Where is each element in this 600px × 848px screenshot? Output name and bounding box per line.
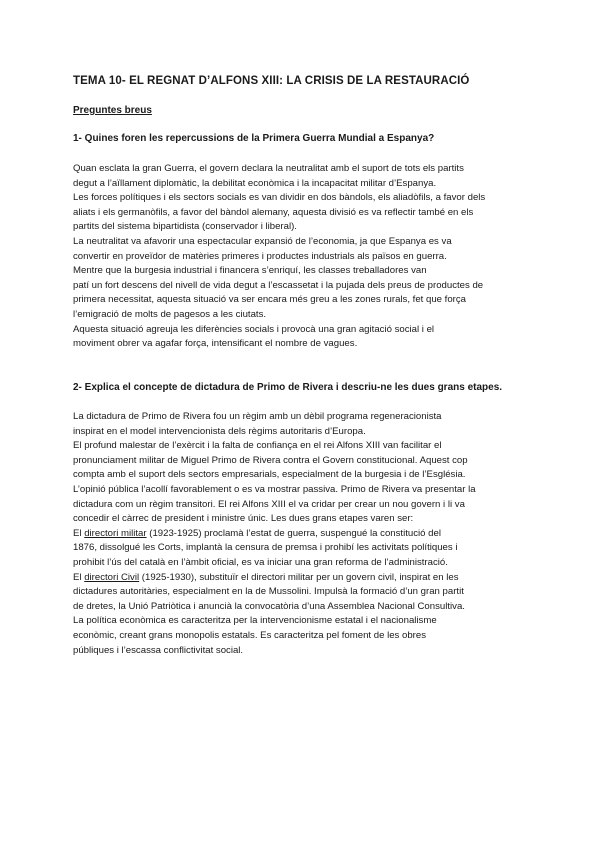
answer-line: de dretes, la Unió Patriòtica i anuncià la convocatòria d’una Assemblea Nacional Consultiva. xyxy=(73,600,465,612)
line-prefix: El xyxy=(73,571,85,583)
answer-line: degut a l’aïllament diplomàtic, la debilitat econòmica i la incapacitat militar d’Espanya. xyxy=(73,177,437,189)
line-rest: (1923-1925) proclamà l’estat de guerra, suspengué la constitució del xyxy=(146,527,441,539)
question-2-answer xyxy=(73,410,533,658)
answer-line: Quan esclata la gran Guerra, el govern declara la neutralitat amb el suport de tots els partits xyxy=(73,163,464,174)
answer-line: dictadures autoritàries, especialment en la de Mussolini. Impulsà la formació d’un gran partit xyxy=(73,586,464,598)
directori-civil-term: directori Civil xyxy=(84,571,140,583)
document-title: TEMA 10- EL REGNAT D’ALFONS XIII: LA CRISIS DE LA RESTAURACIÓ xyxy=(73,75,470,87)
question-1-answer xyxy=(73,162,533,352)
answer-line: concedir el càrrec de president i ministre únic. Les dues grans etapes varen ser: xyxy=(73,513,414,525)
answer-line: dictadura com un règim transitori. El rei Alfons XIII el va cridar per crear un nou govern i li va xyxy=(73,498,465,510)
answer-line: Les forces polítiques i els sectors socials es van dividir en dos bàndols, els aliadòfils, a favor dels xyxy=(73,192,486,204)
answer-line: partits del sistema bipartidista (conservador i liberal). xyxy=(73,221,297,233)
section-heading: Preguntes breus xyxy=(73,105,152,116)
answer-line: públiques i l’escassa conflictivitat social. xyxy=(73,644,244,656)
directori-militar-line xyxy=(73,527,533,542)
answer-line: pronunciament militar de Miguel Primo de Rivera contra el Govern constitucional. Aquest cop xyxy=(73,454,468,466)
question-1-title: 1- Quines foren les repercussions de la Primera Guerra Mundial a Espanya? xyxy=(73,133,435,144)
answer-line: El profund malestar de l’exèrcit i la falta de confiança en el rei Alfons XIII van facilitar el xyxy=(73,440,442,452)
answer-line: econòmic, creant grans monopolis estatals. Es caracteritza pel foment de les obres xyxy=(73,629,427,641)
answer-line: patí un fort descens del nivell de vida degut a l’escassetat i la pujada dels preus de productes de xyxy=(73,279,484,291)
answer-line: aliats i els germanòfils, a favor del bàndol alemany, aquesta divisió es va reflectir també en els xyxy=(73,206,474,218)
line-rest: (1925-1930), substituïr el directori militar per un govern civil, inspirat en les xyxy=(139,571,459,583)
answer-line: La neutralitat va afavorir una espectacular expansió de l’economia, ja que Espanya es va xyxy=(73,235,452,247)
answer-line: L’opinió pública l’acollí favorablement o es va mostrar passiva. Primo de Rivera va presentar la xyxy=(73,483,476,495)
answer-line: 1876, dissolgué les Corts, implantà la censura de premsa i prohibí les activitats polítiques i xyxy=(73,542,458,554)
answer-line: primera necessitat, aquesta situació va ser encara més greu a les zones rurals, fet que força xyxy=(73,294,467,306)
answer-line: l’emigració de molts de pagesos a les ciutats. xyxy=(73,308,267,320)
answer-line: prohibit l’ús del català en l’àmbit oficial, es va iniciar una gran reforma de l’administració. xyxy=(73,556,448,568)
answer-line: Mentre que la burgesia industrial i financera s’enriquí, les classes treballadores van xyxy=(73,265,427,277)
answer-line: La dictadura de Primo de Rivera fou un règim amb un dèbil programa regeneracionista xyxy=(73,411,442,422)
answer-line: moviment obrer va agafar força, intensificant el nombre de vagues. xyxy=(73,338,358,350)
line-prefix: El xyxy=(73,527,85,539)
directori-militar-term: directori militar xyxy=(84,527,147,539)
question-2-title: 2- Explica el concepte de dictadura de Primo de Rivera i descriu-ne les dues grans etapes. xyxy=(73,382,503,393)
answer-line: La política econòmica es caracteritza per la intervencionisme estatal i el nacionalisme xyxy=(73,615,437,627)
answer-line: compta amb el suport dels sectors empresarials, especialment de la burgesia i de l’Església. xyxy=(73,469,466,481)
directori-civil-line xyxy=(73,571,533,586)
answer-line: convertir en proveïdor de matèries primeres i productes industrials als països en guerra. xyxy=(73,250,447,262)
answer-line: inspirat en el model intervencionista dels règims autoritaris d’Europa. xyxy=(73,425,366,437)
answer-line: Aquesta situació agreuja les diferències socials i provocà una gran agitació social i el xyxy=(73,323,435,335)
